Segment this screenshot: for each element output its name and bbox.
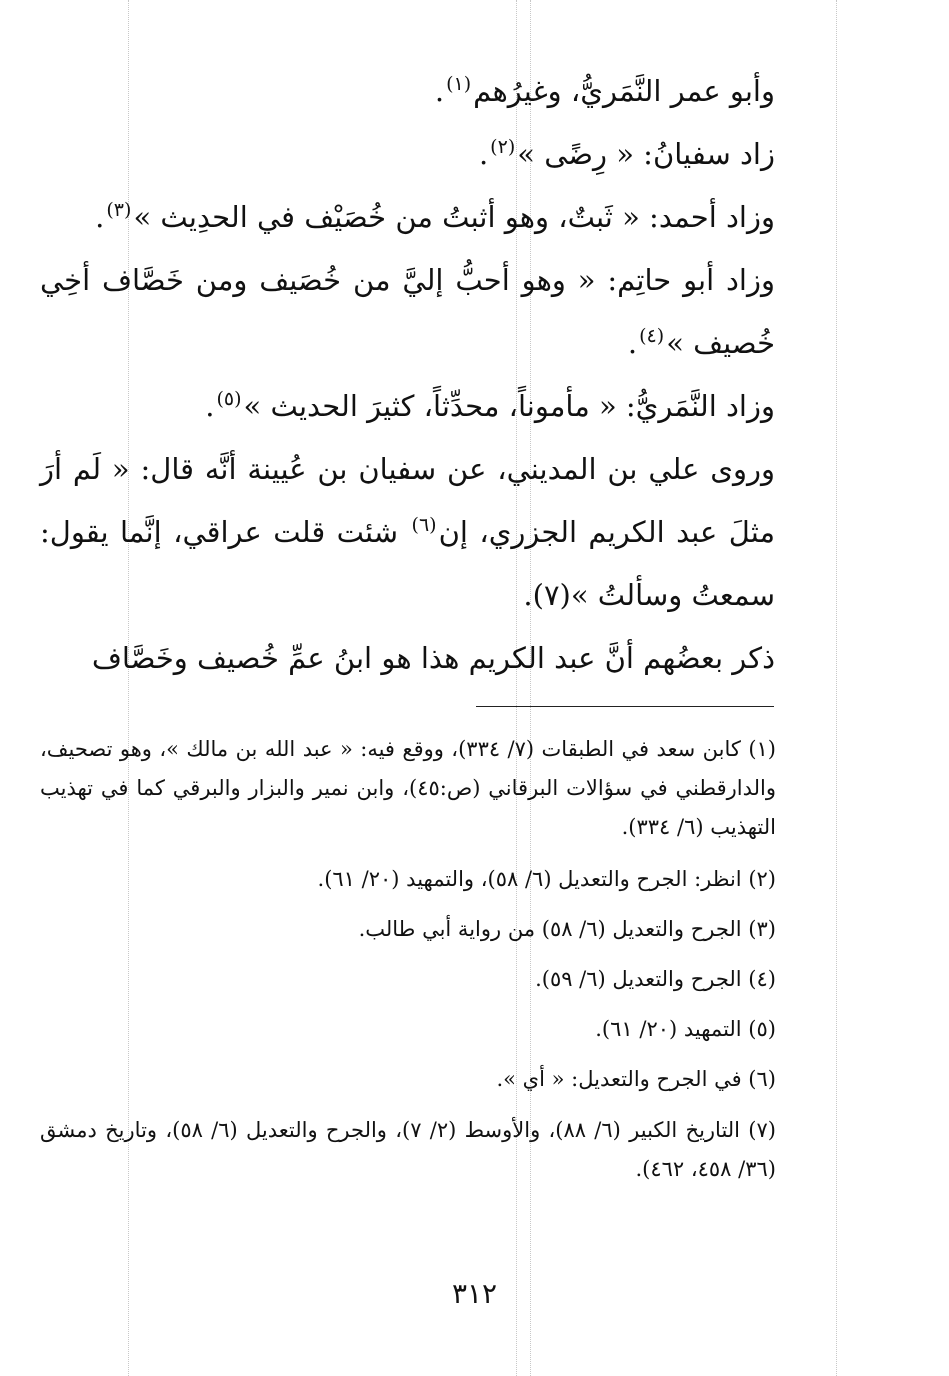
footnote-2: (٢) انظر: الجرح والتعديل (٦/ ٥٨)، والتمهيد (٢٠/ ٦١).: [317, 867, 776, 891]
footnote-3: (٣) الجرح والتعديل (٦/ ٥٨) من رواية أبي طالب.: [358, 917, 776, 941]
footnote-separator: [476, 706, 774, 707]
footnote-1: (١) كابن سعد في الطبقات (٧/ ٣٣٤)، ووقع فيه: « عبد الله بن مالك »، وهو تصحيف، والدارقطني في سؤالات البرقاني (ص:٤٥)، وابن نمير والبزار والبرقي كما في تهذيب التهذيب (٦/ ٣٣٤).: [40, 737, 776, 839]
paragraph-7: ذكر بعضُهم أنَّ عبد الكريم هذا هو ابنُ عمِّ خُصيف وخَصَّاف: [91, 641, 775, 675]
paragraph-1: وأبو عمر النَّمَريُّ، وغيرُهم$^{(١)}$.: [434, 73, 775, 108]
footnotes: [40, 730, 776, 1203]
footnote-ref: (٥): [216, 388, 242, 411]
paragraph-6: وروى علي بن المديني، عن سفيان بن عُيينة أنَّه قال: « لَم أرَ مثلَ عبد الكريم الجزري، إن$^{(٦)}$ شئت قلت عراقي، إنَّما يقول: سمعتُ وسألتُ »(٧).: [40, 452, 776, 612]
footnote-5: (٥) التمهيد (٢٠/ ٦١).: [595, 1017, 776, 1041]
footnote-ref: (٢): [490, 136, 516, 159]
footnote-ref: (٦): [411, 514, 437, 537]
footnote-ref: (٣): [106, 199, 132, 222]
paragraph-5: وزاد النَّمَريُّ: « مأموناً، محدِّثاً، كثيرَ الحديث »$^{(٥)}$.: [205, 388, 775, 423]
footnote-7: (٧) التاريخ الكبير (٦/ ٨٨)، والأوسط (٢/ ٧)، والجرح والتعديل (٦/ ٥٨)، وتاريخ دمشق (٣٦/ ٤٥٨، ٤٦٢).: [40, 1118, 776, 1181]
footnote-ref: (٤): [639, 325, 665, 348]
scan-artifact-line: [836, 0, 837, 1376]
main-text: [40, 60, 775, 690]
paragraph-4: وزاد أبو حاتِم: « وهو أحبُّ إليَّ من خُصَيف ومن خَصَّاف أخِي خُصيف »$^{(٤)}$.: [40, 263, 775, 360]
page-number: ٣١٢: [451, 1277, 498, 1310]
paragraph-3: وزاد أحمد: « ثَبتٌ، وهو أثبتُ من خُصَيْف في الحدِيث »$^{(٣)}$.: [95, 199, 775, 234]
paragraph-2: زاد سفيانُ: « رِضًى »$^{(٢)}$.: [478, 136, 775, 171]
footnote-4: (٤) الجرح والتعديل (٦/ ٥٩).: [535, 967, 776, 991]
footnote-ref: (١): [446, 73, 472, 96]
footnote-6: (٦) في الجرح والتعديل: « أي ».: [496, 1067, 776, 1091]
